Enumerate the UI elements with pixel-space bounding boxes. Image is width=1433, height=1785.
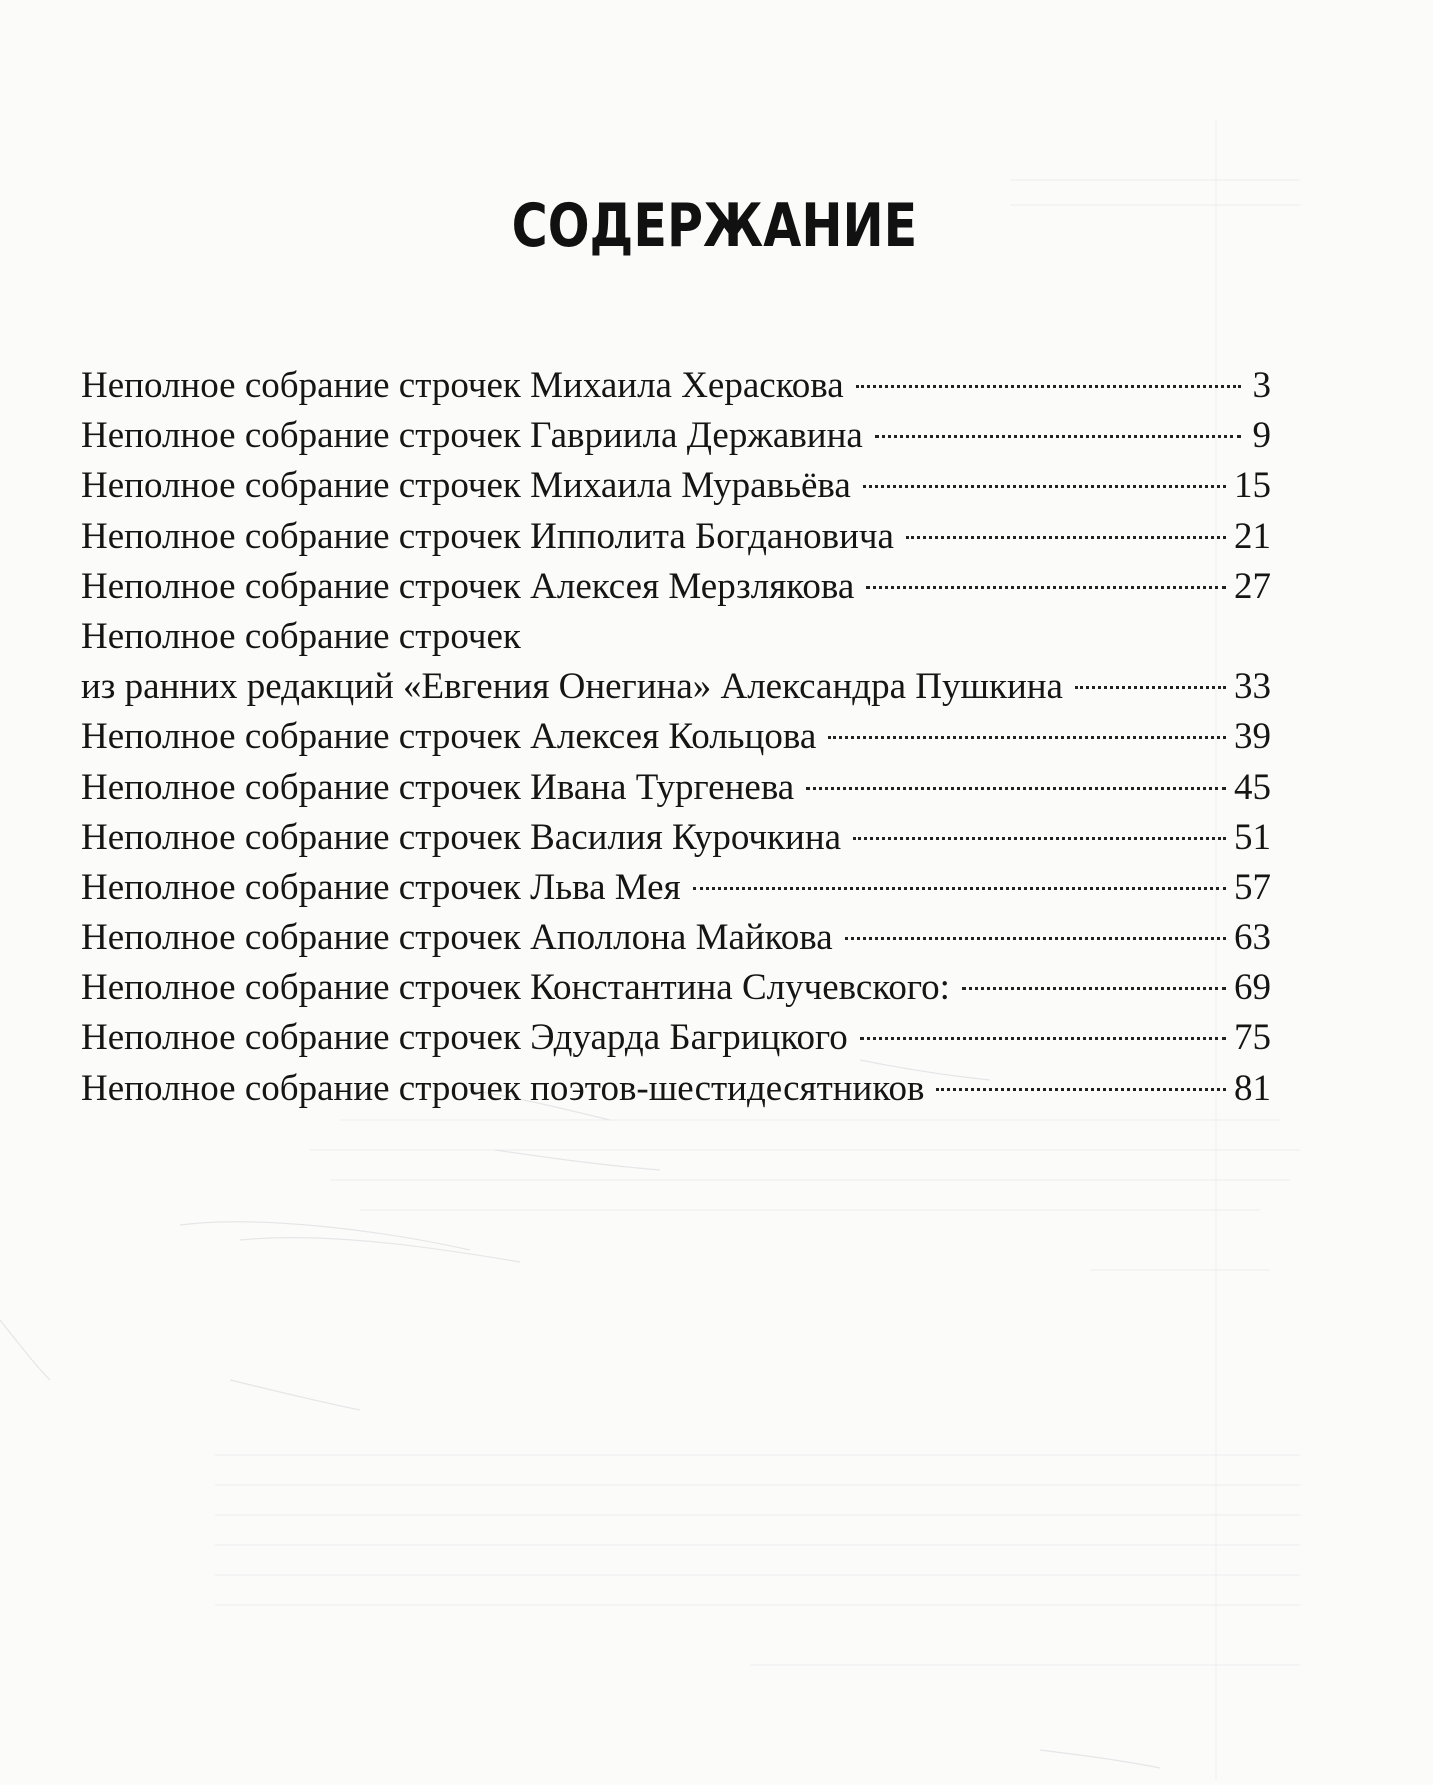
toc-entry-title: Неполное собрание строчек Эдуарда Багрицкого — [81, 1017, 848, 1059]
toc-entry-title: Неполное собрание строчек Ипполита Богдановича — [81, 515, 894, 557]
toc-entry-title: Неполное собрание строчек Алексея Кольцова — [81, 716, 817, 758]
toc-leader-dots — [936, 1088, 1226, 1091]
toc-entry-title: Неполное собрание строчек Ивана Тургенева — [81, 766, 795, 808]
toc-entry[interactable] — [81, 963, 1271, 1013]
toc-entry-title: Неполное собрание строчек поэтов-шестидесятников — [81, 1067, 925, 1109]
toc-page-number: 57 — [1234, 866, 1271, 908]
toc-entry-continuation[interactable] — [81, 662, 1271, 712]
page-title: СОДЕРЖАНИЕ — [511, 191, 918, 261]
toc-page-number: 45 — [1234, 766, 1271, 808]
toc-leader-dots — [860, 1037, 1226, 1040]
toc-entry-title: Неполное собрание строчек Василия Курочкина — [81, 816, 842, 858]
toc-entry[interactable] — [81, 361, 1271, 411]
toc-entry-title: Неполное собрание строчек Льва Мея — [81, 866, 681, 908]
toc-leader-dots — [845, 937, 1226, 940]
toc-leader-dots — [806, 787, 1226, 790]
table-of-contents — [81, 361, 1271, 1114]
toc-entry[interactable] — [81, 461, 1271, 511]
toc-leader-dots — [875, 435, 1241, 438]
toc-entry[interactable] — [81, 712, 1271, 762]
toc-entry[interactable] — [81, 1013, 1271, 1063]
toc-leader-dots — [693, 887, 1226, 890]
toc-page-number: 51 — [1234, 816, 1271, 858]
toc-page-number: 15 — [1234, 465, 1271, 507]
toc-entry[interactable] — [81, 763, 1271, 813]
toc-page-number: 9 — [1252, 415, 1271, 457]
toc-entry[interactable] — [81, 913, 1271, 963]
toc-leader-dots — [1075, 686, 1226, 689]
toc-leader-dots — [962, 987, 1226, 990]
toc-leader-dots — [866, 586, 1226, 589]
toc-entry-title: Неполное собрание строчек Михаила Хераскова — [81, 365, 844, 406]
toc-page-number: 39 — [1234, 716, 1271, 758]
toc-entry-first-line[interactable] — [81, 612, 1271, 662]
toc-entry-title: Неполное собрание строчек Гавриила Державина — [81, 415, 863, 457]
toc-page-number: 81 — [1234, 1067, 1271, 1109]
toc-entry[interactable] — [81, 1064, 1271, 1114]
toc-leader-dots — [856, 385, 1241, 388]
toc-entry-title: Неполное собрание строчек — [81, 615, 521, 657]
toc-page-number: 63 — [1234, 917, 1271, 959]
toc-entry[interactable] — [81, 562, 1271, 612]
toc-entry-title: Неполное собрание строчек Константина Случевского: — [81, 967, 950, 1009]
toc-leader-dots — [906, 536, 1226, 539]
toc-page-number: 27 — [1234, 565, 1271, 607]
toc-entry[interactable] — [81, 411, 1271, 461]
toc-page-number: 75 — [1234, 1017, 1271, 1059]
toc-entry-title: Неполное собрание строчек Аполлона Майкова — [81, 917, 833, 959]
toc-page-number: 3 — [1252, 365, 1271, 406]
toc-page-number: 33 — [1234, 666, 1271, 708]
toc-entry[interactable] — [81, 813, 1271, 863]
toc-page-number: 69 — [1234, 967, 1271, 1009]
toc-entry-title: Неполное собрание строчек Алексея Мерзлякова — [81, 565, 855, 607]
toc-entry-title: Неполное собрание строчек Михаила Муравьёва — [81, 465, 851, 507]
toc-leader-dots — [828, 736, 1226, 739]
toc-entry[interactable] — [81, 512, 1271, 562]
toc-entry-title: из ранних редакций «Евгения Онегина» Александра Пушкина — [81, 666, 1063, 708]
toc-page-number: 21 — [1234, 515, 1271, 557]
toc-leader-dots — [853, 837, 1226, 840]
toc-entry[interactable] — [81, 863, 1271, 913]
toc-leader-dots — [863, 485, 1226, 488]
